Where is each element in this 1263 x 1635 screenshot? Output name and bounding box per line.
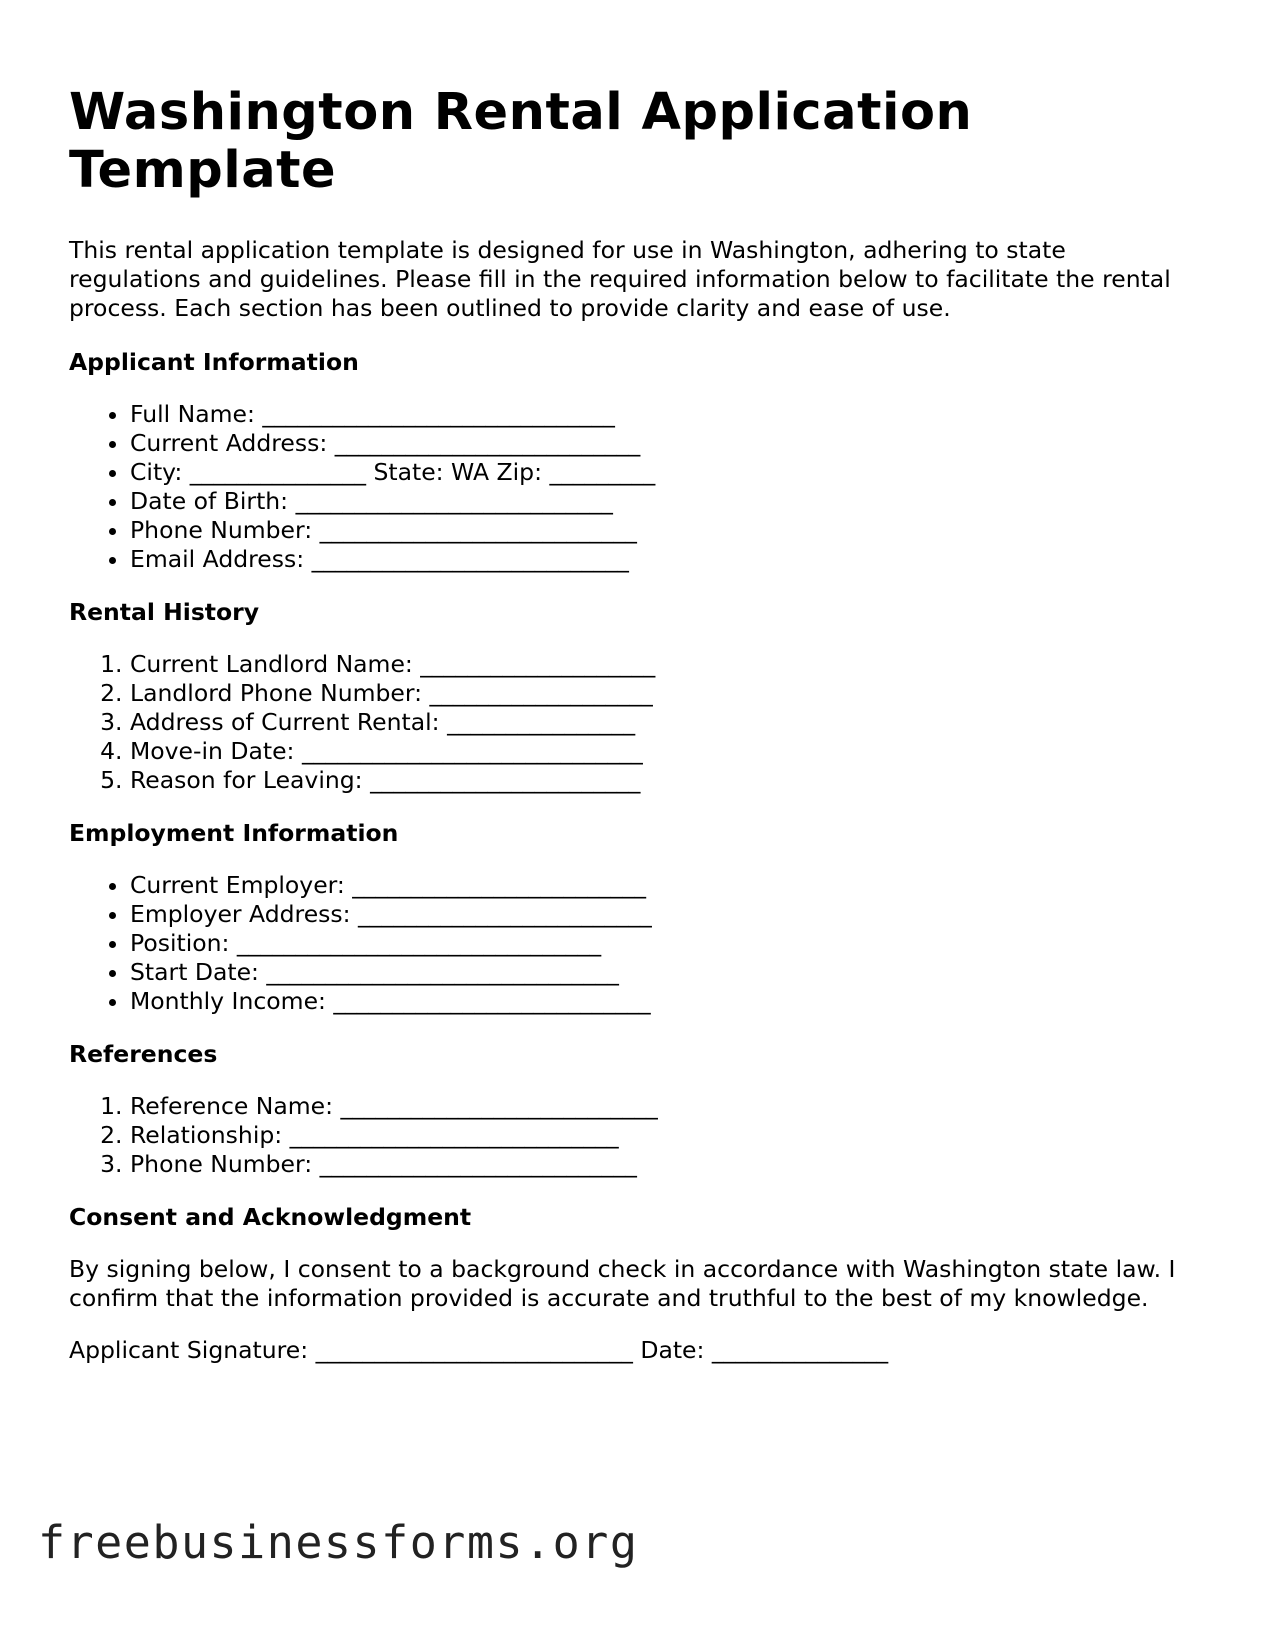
list-item: • City: _______________ State: WA Zip: _________ — [130, 458, 1199, 487]
page-title: Washington Rental Application Template — [69, 83, 973, 200]
list-item: 2. Landlord Phone Number: ___________________ — [130, 679, 1199, 708]
list-item: 1. Current Landlord Name: ____________________ — [130, 650, 1199, 679]
section-heading-applicant: Applicant Information — [69, 348, 359, 376]
signature-line: Applicant Signature: ___________________________ Date: _______________ — [69, 1336, 889, 1364]
list-item: • Position: _______________________________ — [130, 929, 1199, 958]
employment-info-list — [69, 871, 1199, 1016]
list-item: 2. Relationship: ____________________________ — [130, 1121, 1199, 1150]
section-heading-references: References — [69, 1040, 218, 1068]
list-item: • Current Employer: _________________________ — [130, 871, 1199, 900]
list-item: 3. Phone Number: ___________________________ — [130, 1150, 1199, 1179]
list-item: • Start Date: ______________________________ — [130, 958, 1199, 987]
document-page — [69, 84, 1199, 1365]
consent-paragraph: By signing below, I consent to a background check in accordance with Washington state law. I confirm that the information provided is accurate and truthful to the best of my knowledge. — [69, 1255, 1176, 1312]
list-item: 3. Address of Current Rental: ________________ — [130, 708, 1199, 737]
list-item: • Date of Birth: ___________________________ — [130, 487, 1199, 516]
list-item: 1. Reference Name: ___________________________ — [130, 1092, 1199, 1121]
list-item: • Phone Number: ___________________________ — [130, 516, 1199, 545]
list-item: • Monthly Income: ___________________________ — [130, 987, 1199, 1016]
intro-paragraph: This rental application template is designed for use in Washington, adhering to state regulations and guidelines. Please fill in the required information below to facilitate the rental process. Each section has been outlined to provide clarity and ease of use. — [69, 236, 1171, 322]
list-item: • Full Name: ______________________________ — [130, 400, 1199, 429]
section-heading-consent: Consent and Acknowledgment — [69, 1203, 472, 1231]
section-heading-rental-history: Rental History — [69, 598, 260, 626]
list-item: • Email Address: ___________________________ — [130, 545, 1199, 574]
list-item: 5. Reason for Leaving: _______________________ — [130, 766, 1199, 795]
list-item: • Employer Address: _________________________ — [130, 900, 1199, 929]
rental-history-list — [69, 650, 1199, 795]
references-list — [69, 1092, 1199, 1179]
list-item: • Current Address: __________________________ — [130, 429, 1199, 458]
applicant-info-list — [69, 400, 1199, 574]
footer-watermark: freebusinessforms.org — [38, 1516, 639, 1569]
list-item: 4. Move-in Date: _____________________________ — [130, 737, 1199, 766]
section-heading-employment: Employment Information — [69, 819, 399, 847]
